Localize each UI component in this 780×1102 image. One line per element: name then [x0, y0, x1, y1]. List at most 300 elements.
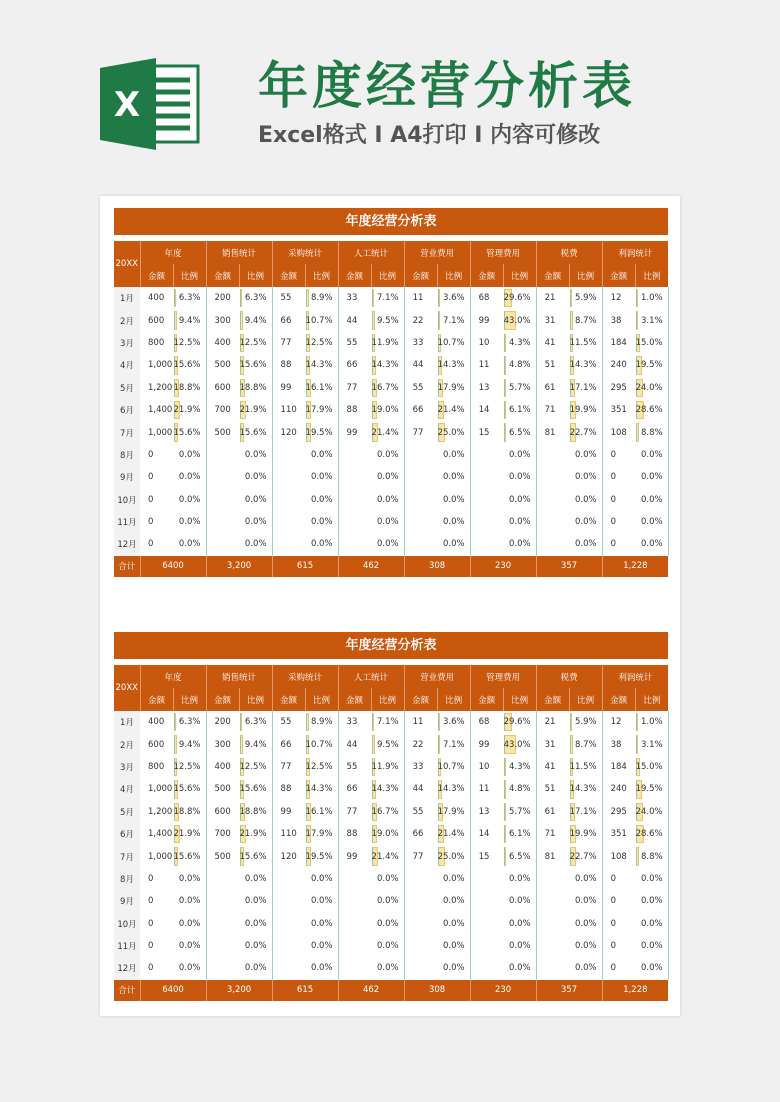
total-value: 6400 — [140, 556, 206, 577]
ratio-value: 25.0% — [437, 851, 465, 862]
amount-cell: 0 — [610, 494, 617, 505]
ratio-value: 5.9% — [575, 293, 597, 304]
amount-cell: 77 — [346, 806, 358, 817]
ratio-cell — [305, 466, 338, 488]
ratio-value: 3.1% — [641, 739, 663, 750]
ratio-cell — [437, 733, 470, 755]
ratio-databar — [504, 847, 506, 865]
ratio-value: 21.9% — [239, 829, 267, 840]
amount-cell: 0 — [610, 896, 617, 907]
ratio-header: 比例 — [437, 264, 470, 287]
ratio-value: 9.4% — [178, 739, 201, 750]
group-header: 年度 — [140, 241, 206, 264]
ratio-cell — [173, 868, 206, 890]
amount-cell: 77 — [412, 851, 424, 862]
group-header: 管理费用 — [470, 665, 536, 688]
ratio-value: 0.0% — [310, 472, 333, 483]
ratio-cell — [569, 533, 602, 555]
ratio-value: 0.0% — [442, 539, 465, 550]
ratio-cell — [371, 444, 404, 466]
ratio-value: 0.0% — [178, 539, 201, 550]
ratio-cell — [173, 354, 206, 376]
ratio-value: 12.5% — [173, 761, 201, 772]
ratio-cell — [503, 287, 536, 309]
ratio-cell — [437, 399, 470, 421]
ratio-cell — [503, 421, 536, 443]
ratio-databar — [174, 289, 176, 307]
amount-cell: 77 — [412, 427, 424, 438]
amount-cell: 500 — [214, 851, 231, 862]
ratio-value: 21.9% — [173, 829, 201, 840]
table-row — [114, 309, 668, 331]
ratio-cell — [503, 711, 536, 733]
amount-cell: 55 — [346, 337, 358, 348]
amount-cell: 38 — [610, 315, 622, 326]
ratio-value: 18.8% — [173, 806, 201, 817]
ratio-value: 0.0% — [641, 494, 663, 505]
amount-cell — [536, 935, 569, 957]
amount-cell — [338, 533, 371, 555]
ratio-value: 17.9% — [437, 806, 465, 817]
ratio-value: 21.4% — [437, 829, 465, 840]
ratio-value: 4.3% — [508, 761, 531, 772]
amount-cell: 1,000 — [148, 360, 173, 371]
ratio-cell — [173, 711, 206, 733]
ratio-value: 8.8% — [641, 851, 663, 862]
ratio-cell — [305, 511, 338, 533]
amount-cell: 184 — [610, 761, 627, 772]
amount-cell: 33 — [412, 337, 424, 348]
ratio-cell — [371, 711, 404, 733]
ratio-value: 0.0% — [641, 963, 663, 974]
amount-cell: 41 — [544, 337, 556, 348]
amount-cell: 0 — [610, 472, 617, 483]
ratio-value: 0.0% — [244, 539, 267, 550]
ratio-cell — [239, 309, 272, 331]
ratio-value: 9.5% — [376, 739, 399, 750]
ratio-cell — [371, 332, 404, 354]
amount-cell — [206, 935, 239, 957]
group-header: 销售统计 — [206, 241, 272, 264]
total-label: 合计 — [114, 980, 140, 1001]
ratio-cell — [173, 399, 206, 421]
amount-cell — [338, 489, 371, 511]
ratio-value: 14.3% — [305, 784, 333, 795]
ratio-databar — [306, 713, 308, 731]
ratio-value: 15.6% — [239, 851, 267, 862]
ratio-value: 10.7% — [437, 337, 465, 348]
amount-cell: 1,200 — [148, 382, 173, 393]
amount-cell: 66 — [346, 784, 358, 795]
ratio-value: 6.3% — [178, 293, 201, 304]
ratio-cell — [503, 957, 536, 979]
ratio-cell — [371, 377, 404, 399]
ratio-cell — [635, 711, 668, 733]
amount-cell — [404, 890, 437, 912]
ratio-cell — [437, 868, 470, 890]
ratio-cell — [305, 332, 338, 354]
amount-cell: 44 — [412, 784, 424, 795]
table-row — [114, 890, 668, 912]
ratio-value: 0.0% — [508, 963, 531, 974]
ratio-cell — [569, 444, 602, 466]
ratio-cell — [635, 733, 668, 755]
amount-cell — [470, 466, 503, 488]
amount-cell: 61 — [544, 382, 556, 393]
ratio-cell — [371, 801, 404, 823]
ratio-cell — [437, 533, 470, 555]
amount-cell: 500 — [214, 360, 231, 371]
ratio-value: 11.9% — [371, 337, 399, 348]
amount-cell: 44 — [346, 739, 358, 750]
ratio-value: 25.0% — [437, 427, 465, 438]
table-row — [114, 533, 668, 555]
ratio-header: 比例 — [305, 264, 338, 287]
ratio-cell — [239, 756, 272, 778]
amount-cell: 88 — [346, 829, 358, 840]
ratio-cell — [305, 823, 338, 845]
amount-cell — [404, 913, 437, 935]
ratio-value: 6.3% — [244, 293, 267, 304]
ratio-cell — [503, 913, 536, 935]
ratio-cell — [305, 845, 338, 867]
ratio-value: 0.0% — [575, 449, 597, 460]
amount-cell: 81 — [544, 427, 556, 438]
ratio-cell — [569, 287, 602, 309]
table-row — [114, 868, 668, 890]
table-row — [114, 913, 668, 935]
ratio-value: 0.0% — [508, 873, 531, 884]
ratio-cell — [173, 957, 206, 979]
amount-cell: 295 — [610, 382, 627, 393]
ratio-databar — [504, 423, 506, 441]
ratio-value: 0.0% — [178, 963, 201, 974]
ratio-value: 0.0% — [442, 963, 465, 974]
ratio-cell — [569, 801, 602, 823]
ratio-databar — [240, 713, 242, 731]
amount-cell: 11 — [478, 360, 490, 371]
ratio-value: 0.0% — [442, 941, 465, 952]
ratio-cell — [305, 309, 338, 331]
amount-cell: 1,400 — [148, 405, 173, 416]
ratio-databar — [240, 735, 243, 753]
amount-cell: 11 — [478, 784, 490, 795]
amount-cell — [272, 913, 305, 935]
ratio-cell — [437, 421, 470, 443]
ratio-cell — [371, 399, 404, 421]
ratio-value: 5.7% — [508, 806, 531, 817]
amount-cell: 99 — [346, 427, 358, 438]
ratio-value: 14.3% — [437, 360, 465, 371]
amount-cell: 77 — [280, 761, 292, 772]
ratio-cell — [173, 778, 206, 800]
ratio-value: 19.5% — [305, 851, 333, 862]
ratio-cell — [305, 489, 338, 511]
ratio-cell — [371, 845, 404, 867]
amount-cell — [536, 511, 569, 533]
ratio-databar — [636, 311, 638, 329]
ratio-value: 6.1% — [508, 405, 531, 416]
amount-cell — [404, 868, 437, 890]
ratio-cell — [239, 354, 272, 376]
ratio-value: 15.0% — [635, 761, 663, 772]
amount-cell — [272, 868, 305, 890]
ratio-value: 0.0% — [178, 449, 201, 460]
amount-cell: 200 — [214, 293, 231, 304]
ratio-cell — [569, 778, 602, 800]
amount-cell — [338, 935, 371, 957]
ratio-value: 0.0% — [310, 539, 333, 550]
amount-cell: 0 — [610, 539, 617, 550]
ratio-value: 0.0% — [178, 896, 201, 907]
amount-cell — [404, 935, 437, 957]
amount-cell: 66 — [412, 829, 424, 840]
amount-header: 金额 — [338, 688, 371, 711]
month-label: 1月 — [114, 711, 140, 733]
amount-cell: 33 — [346, 717, 358, 728]
month-label: 8月 — [114, 868, 140, 890]
month-label: 11月 — [114, 511, 140, 533]
ratio-value: 11.9% — [371, 761, 399, 772]
ratio-cell — [437, 756, 470, 778]
ratio-cell — [503, 309, 536, 331]
amount-cell: 0 — [148, 918, 154, 929]
month-label: 9月 — [114, 466, 140, 488]
ratio-value: 43.0% — [503, 315, 531, 326]
ratio-cell — [239, 421, 272, 443]
amount-cell: 66 — [346, 360, 358, 371]
ratio-value: 6.5% — [508, 427, 531, 438]
ratio-cell — [371, 868, 404, 890]
month-label: 3月 — [114, 756, 140, 778]
group-header: 利润统计 — [602, 241, 668, 264]
amount-cell: 99 — [478, 315, 490, 326]
amount-cell — [404, 444, 437, 466]
ratio-databar — [504, 780, 506, 798]
amount-cell — [404, 466, 437, 488]
amount-cell — [206, 913, 239, 935]
ratio-value: 0.0% — [508, 941, 531, 952]
ratio-cell — [305, 533, 338, 555]
ratio-value: 15.6% — [173, 784, 201, 795]
ratio-cell — [437, 801, 470, 823]
amount-cell: 800 — [148, 761, 165, 772]
ratio-cell — [569, 399, 602, 421]
ratio-value: 43.0% — [503, 739, 531, 750]
ratio-value: 15.6% — [239, 427, 267, 438]
ratio-value: 14.3% — [305, 360, 333, 371]
ratio-value: 8.7% — [575, 315, 597, 326]
table-row — [114, 711, 668, 733]
ratio-value: 0.0% — [376, 941, 399, 952]
amount-cell: 700 — [214, 829, 231, 840]
amount-cell — [536, 890, 569, 912]
ratio-value: 0.0% — [575, 963, 597, 974]
ratio-value: 3.6% — [442, 293, 465, 304]
ratio-cell — [239, 957, 272, 979]
ratio-cell — [569, 489, 602, 511]
ratio-cell — [305, 756, 338, 778]
ratio-databar — [570, 311, 572, 329]
ratio-databar — [504, 356, 506, 374]
amount-cell — [272, 935, 305, 957]
ratio-cell — [437, 845, 470, 867]
ratio-cell — [635, 287, 668, 309]
ratio-value: 15.0% — [635, 337, 663, 348]
ratio-value: 0.0% — [244, 449, 267, 460]
ratio-value: 0.0% — [376, 517, 399, 528]
group-header: 管理费用 — [470, 241, 536, 264]
ratio-cell — [503, 733, 536, 755]
ratio-value: 0.0% — [244, 918, 267, 929]
month-label: 1月 — [114, 287, 140, 309]
ratio-header: 比例 — [503, 264, 536, 287]
amount-cell — [536, 466, 569, 488]
amount-cell: 400 — [148, 717, 165, 728]
ratio-cell — [305, 957, 338, 979]
ratio-cell — [635, 823, 668, 845]
ratio-value: 0.0% — [178, 494, 201, 505]
month-label: 2月 — [114, 309, 140, 331]
amount-header: 金额 — [206, 264, 239, 287]
amount-header: 金额 — [404, 264, 437, 287]
amount-cell: 77 — [280, 337, 292, 348]
ratio-value: 11.5% — [569, 337, 597, 348]
amount-cell: 22 — [412, 739, 424, 750]
table-row — [114, 935, 668, 957]
ratio-value: 0.0% — [376, 873, 399, 884]
month-label: 10月 — [114, 489, 140, 511]
total-value: 6400 — [140, 980, 206, 1001]
amount-cell — [536, 913, 569, 935]
ratio-value: 0.0% — [376, 449, 399, 460]
ratio-cell — [635, 845, 668, 867]
ratio-databar — [372, 713, 374, 731]
ratio-cell — [239, 399, 272, 421]
amount-cell: 31 — [544, 315, 556, 326]
ratio-cell — [437, 444, 470, 466]
ratio-databar — [174, 311, 177, 329]
ratio-cell — [437, 309, 470, 331]
ratio-databar — [372, 735, 375, 753]
ratio-value: 12.5% — [239, 337, 267, 348]
amount-cell: 33 — [412, 761, 424, 772]
amount-cell: 14 — [478, 405, 490, 416]
amount-cell: 200 — [214, 717, 231, 728]
amount-cell: 0 — [148, 472, 154, 483]
amount-cell: 1,000 — [148, 427, 173, 438]
ratio-cell — [173, 890, 206, 912]
ratio-cell — [305, 868, 338, 890]
ratio-cell — [569, 377, 602, 399]
ratio-cell — [569, 845, 602, 867]
total-value: 357 — [536, 556, 602, 577]
amount-cell — [272, 890, 305, 912]
ratio-value: 0.0% — [310, 517, 333, 528]
ratio-cell — [569, 421, 602, 443]
ratio-cell — [239, 778, 272, 800]
amount-cell — [404, 489, 437, 511]
table-row — [114, 489, 668, 511]
ratio-value: 14.3% — [569, 784, 597, 795]
ratio-value: 21.4% — [371, 427, 399, 438]
ratio-value: 0.0% — [508, 539, 531, 550]
ratio-cell — [371, 778, 404, 800]
amount-cell — [470, 511, 503, 533]
amount-cell — [272, 533, 305, 555]
ratio-cell — [371, 466, 404, 488]
ratio-value: 19.9% — [569, 829, 597, 840]
ratio-value: 0.0% — [376, 896, 399, 907]
ratio-cell — [503, 399, 536, 421]
total-value: 462 — [338, 556, 404, 577]
ratio-value: 0.0% — [641, 472, 663, 483]
amount-cell: 14 — [478, 829, 490, 840]
amount-cell: 22 — [412, 315, 424, 326]
amount-cell — [206, 489, 239, 511]
ratio-cell — [503, 354, 536, 376]
ratio-value: 6.5% — [508, 851, 531, 862]
amount-cell: 800 — [148, 337, 165, 348]
ratio-header: 比例 — [371, 264, 404, 287]
amount-cell: 0 — [610, 941, 617, 952]
amount-cell — [206, 444, 239, 466]
amount-cell — [206, 957, 239, 979]
ratio-value: 0.0% — [508, 918, 531, 929]
amount-cell — [470, 913, 503, 935]
amount-cell — [404, 533, 437, 555]
ratio-cell — [437, 287, 470, 309]
amount-cell: 55 — [280, 293, 292, 304]
ratio-value: 21.9% — [173, 405, 201, 416]
ratio-value: 5.9% — [575, 717, 597, 728]
ratio-value: 0.0% — [442, 517, 465, 528]
ratio-value: 21.4% — [437, 405, 465, 416]
ratio-cell — [173, 421, 206, 443]
amount-cell: 0 — [148, 517, 154, 528]
ratio-value: 14.3% — [371, 360, 399, 371]
ratio-value: 0.0% — [376, 539, 399, 550]
ratio-cell — [503, 868, 536, 890]
ratio-value: 4.3% — [508, 337, 531, 348]
amount-cell: 11 — [412, 293, 424, 304]
amount-cell: 38 — [610, 739, 622, 750]
ratio-cell — [437, 711, 470, 733]
ratio-databar — [504, 825, 506, 843]
ratio-cell — [173, 309, 206, 331]
amount-cell — [536, 533, 569, 555]
amount-cell — [470, 489, 503, 511]
ratio-cell — [635, 957, 668, 979]
group-header: 营业费用 — [404, 665, 470, 688]
ratio-cell — [239, 444, 272, 466]
amount-header: 金额 — [272, 688, 305, 711]
ratio-value: 0.0% — [310, 494, 333, 505]
amount-cell — [272, 466, 305, 488]
ratio-cell — [173, 801, 206, 823]
amount-cell: 61 — [544, 806, 556, 817]
ratio-cell — [503, 845, 536, 867]
ratio-cell — [569, 711, 602, 733]
ratio-value: 12.5% — [239, 761, 267, 772]
amount-header: 金额 — [404, 688, 437, 711]
ratio-value: 15.6% — [173, 851, 201, 862]
ratio-value: 0.0% — [442, 494, 465, 505]
ratio-cell — [437, 511, 470, 533]
amount-cell: 0 — [610, 449, 617, 460]
ratio-cell — [239, 533, 272, 555]
amount-header: 金额 — [602, 264, 635, 287]
